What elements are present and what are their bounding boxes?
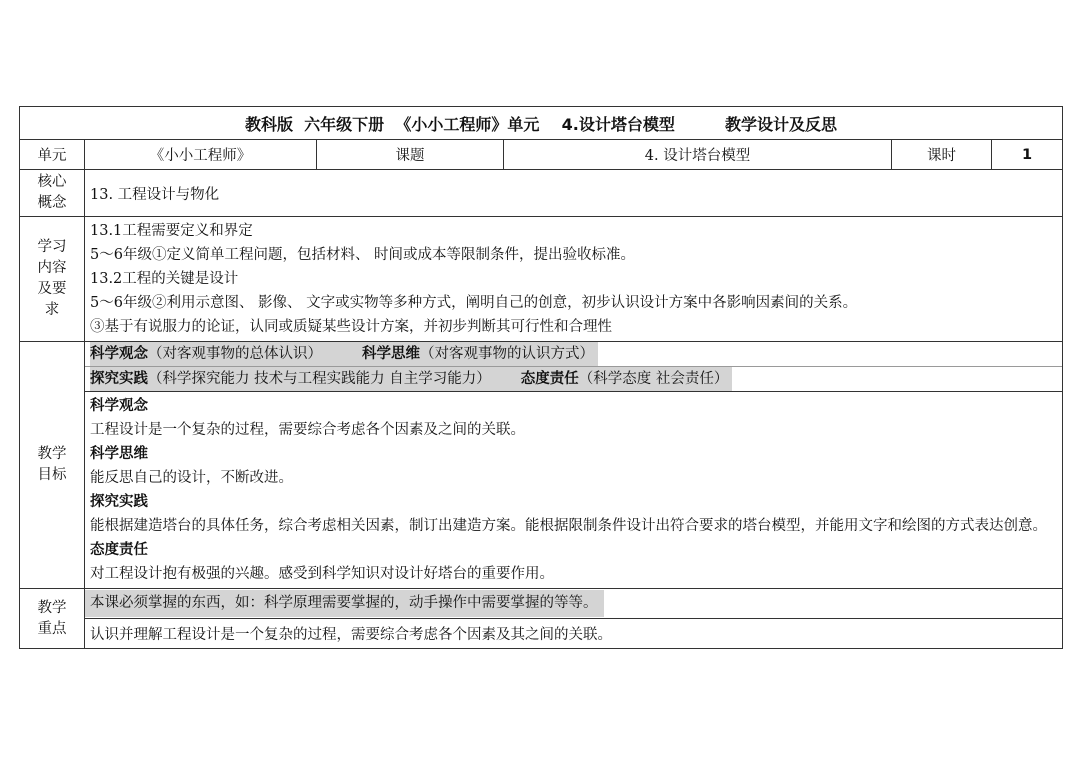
unit-value: 《小小工程师》 bbox=[85, 140, 317, 170]
document-title bbox=[20, 107, 1063, 140]
topic-label: 课题 bbox=[317, 140, 504, 170]
key-points-text-row bbox=[20, 619, 1063, 649]
content-line: 5～6年级②利用示意图、 影像、 文字或实物等多种方式，阐明自己的创意，初步认识设计方案中各影响因素间的关系。 bbox=[90, 295, 858, 311]
title-publisher: 教科版 bbox=[245, 114, 294, 134]
goals-label: 教学 目标 bbox=[20, 342, 85, 589]
dim-science-thinking: 科学思维 bbox=[362, 345, 420, 362]
goal-text: 工程设计是一个复杂的过程，需要综合考虑各个因素及之间的关联。 bbox=[90, 422, 525, 438]
goals-dimensions bbox=[85, 342, 1063, 392]
period-label: 课时 bbox=[892, 140, 992, 170]
key-points-label: 教学 重点 bbox=[20, 589, 85, 649]
goal-heading: 科学思维 bbox=[90, 445, 148, 462]
key-points-note-row bbox=[20, 589, 1063, 619]
title-doc-type: 教学设计及反思 bbox=[725, 114, 838, 134]
content-line: 13.1工程需要定义和界定 bbox=[90, 223, 253, 239]
title-grade: 六年级下册 bbox=[304, 114, 385, 134]
content-line: ③基于有说服力的论证，认同或质疑某些设计方案，并初步判断其可行性和合理性 bbox=[90, 319, 612, 335]
goal-heading: 探究实践 bbox=[90, 493, 148, 510]
content-line: 5～6年级①定义简单工程问题，包括材料、 时间或成本等限制条件，提出验收标准。 bbox=[90, 247, 636, 263]
key-points-text: 认识并理解工程设计是一个复杂的过程，需要综合考虑各个因素及其之间的关联。 bbox=[85, 619, 1063, 649]
goals-dimension-line-1: 科学观念（对客观事物的总体认识） 科学思维（对客观事物的认识方式） bbox=[85, 342, 1062, 366]
dim-attitude: 态度责任 bbox=[520, 370, 579, 387]
core-concept-row bbox=[20, 170, 1063, 217]
goals-detail bbox=[85, 392, 1063, 589]
goals-detail-row bbox=[20, 392, 1063, 589]
unit-row bbox=[20, 140, 1063, 170]
unit-label: 单元 bbox=[20, 140, 85, 170]
learning-content-row bbox=[20, 217, 1063, 342]
learning-content-text bbox=[85, 217, 1063, 342]
topic-value: 4. 设计塔台模型 bbox=[504, 140, 892, 170]
title-lesson: 4.设计塔台模型 bbox=[561, 114, 675, 134]
content-line: 13.2工程的关键是设计 bbox=[90, 271, 239, 287]
title-unit: 《小小工程师》单元 bbox=[395, 114, 540, 134]
core-concept-text: 13. 工程设计与物化 bbox=[85, 170, 1063, 217]
dim-inquiry-practice: 探究实践 bbox=[90, 370, 148, 387]
goal-heading: 态度责任 bbox=[90, 541, 148, 558]
goals-dimension-line-2: 探究实践（科学探究能力 技术与工程实践能力 自主学习能力） 态度责任（科学态度 社会责任） bbox=[85, 366, 1062, 391]
core-concept-label: 核心 概念 bbox=[20, 170, 85, 217]
goal-text: 能根据建造塔台的具体任务，综合考虑相关因素，制订出建造方案。能根据限制条件设计出符合要求的塔台模型，并能用文字和绘图的方式表达创意。 bbox=[90, 518, 1047, 534]
goals-dimension-row bbox=[20, 342, 1063, 392]
dim-science-concept: 科学观念 bbox=[90, 345, 148, 362]
title-row bbox=[20, 107, 1063, 140]
goal-text: 对工程设计抱有极强的兴趣。感受到科学知识对设计好塔台的重要作用。 bbox=[90, 566, 554, 582]
lesson-plan-table bbox=[19, 106, 1063, 649]
key-points-note: 本课必须掌握的东西，如：科学原理需要掌握的，动手操作中需要掌握的等等。 bbox=[85, 589, 1063, 619]
period-value: 1 bbox=[992, 140, 1063, 170]
goal-heading: 科学观念 bbox=[90, 397, 148, 414]
learning-content-label: 学习 内容 及要 求 bbox=[20, 217, 85, 342]
goal-text: 能反思自己的设计，不断改进。 bbox=[90, 470, 293, 486]
